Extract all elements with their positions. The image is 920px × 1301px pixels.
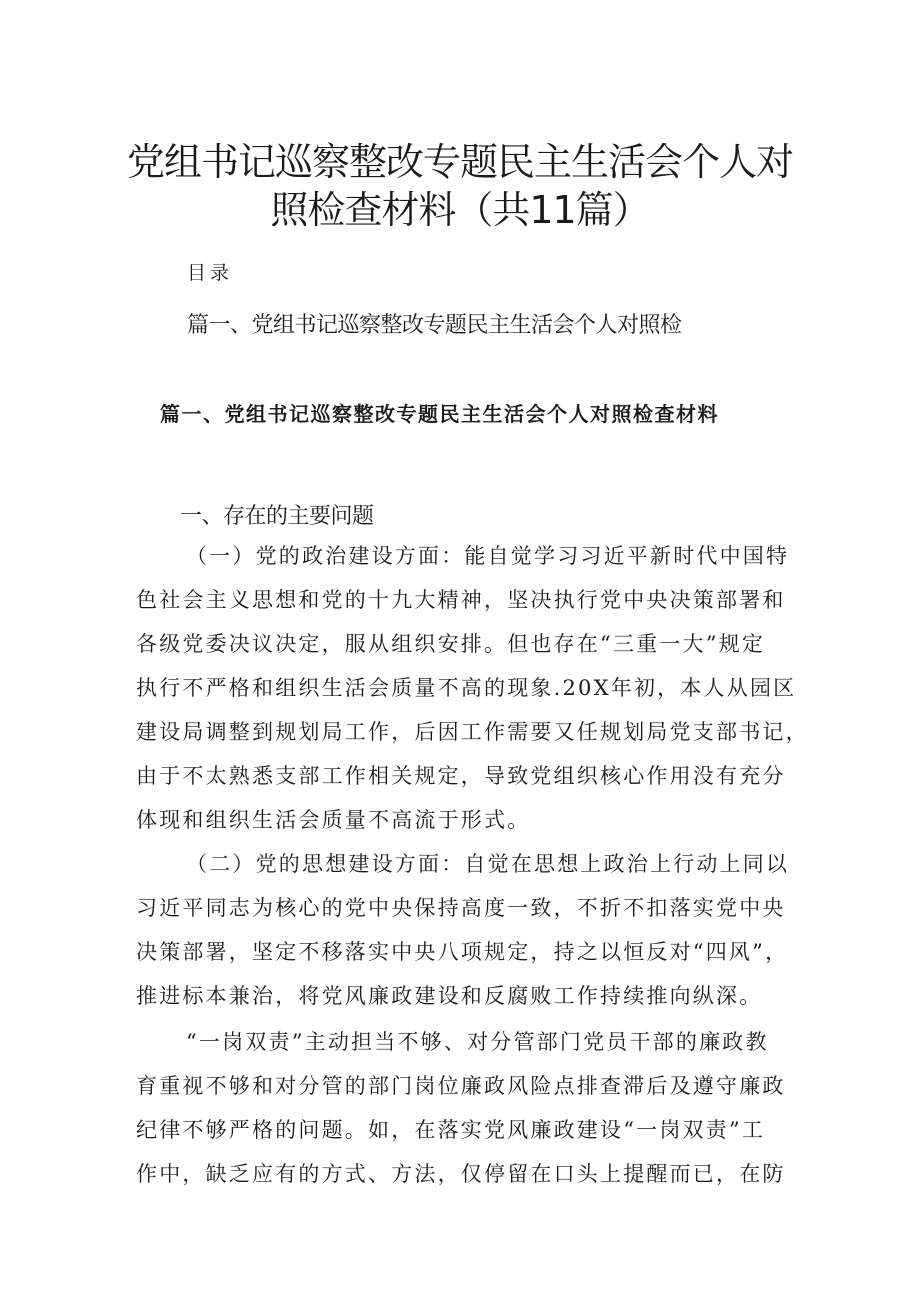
paragraph-line: 作中，缺乏应有的方式、方法，仅停留在口头上提醒而已，在防 <box>136 1162 786 1186</box>
paragraph-line: 育重视不够和对分管的部门岗位廉政风险点排查滞后及遵守廉政 <box>136 1074 786 1098</box>
section-title: 篇一、党组书记巡察整改专题民主生活会个人对照检查材料 <box>160 402 719 426</box>
paragraph-line: 体现和组织生活会质量不高流于形式。 <box>136 808 531 832</box>
paragraph-line: （一）党的政治建设方面：能自觉学习习近平新时代中国特 <box>186 544 790 568</box>
paragraph-line: （二）党的思想建设方面：自觉在思想上政治上行动上同以 <box>186 852 790 876</box>
paragraph-line: 各级党委决议决定，服从组织安排。但也存在“三重一大”规定 <box>136 632 766 656</box>
document-title-line-2: 照检查材料（共11篇） <box>270 188 650 232</box>
paragraph-line: 推进标本兼治，将党风廉政建设和反腐败工作持续推向纵深。 <box>136 984 763 1008</box>
paragraph-line: 色社会主义思想和党的十九大精神，坚决执行党中央决策部署和 <box>136 588 786 612</box>
paragraph-line: 执行不严格和组织生活会质量不高的现象.20X年初，本人从园区 <box>136 676 797 700</box>
paragraph-line: 建设局调整到规划局工作，后因工作需要又任规划局党支部书记， <box>136 720 809 744</box>
toc-heading: 目录 <box>187 262 234 284</box>
paragraph-line: 纪律不够严格的问题。如，在落实党风廉政建设“一岗双责”工 <box>136 1118 766 1142</box>
paragraph-line: 由于不太熟悉支部工作相关规定，导致党组织核心作用没有充分 <box>136 764 786 788</box>
paragraph-line: “一岗双责”主动担当不够、对分管部门党员干部的廉政教 <box>186 1030 769 1054</box>
document-title-line-1: 党组书记巡察整改专题民主生活会个人对 <box>126 140 793 184</box>
section-subheading: 一、存在的主要问题 <box>180 504 374 529</box>
paragraph-line: 习近平同志为核心的党中央保持高度一致，不折不扣落实党中央 <box>136 896 786 920</box>
paragraph-line: 决策部署，坚定不移落实中央八项规定，持之以恒反对“四风”， <box>136 940 789 964</box>
toc-item[interactable]: 篇一、党组书记巡察整改专题民主生活会个人对照检 <box>187 313 682 338</box>
